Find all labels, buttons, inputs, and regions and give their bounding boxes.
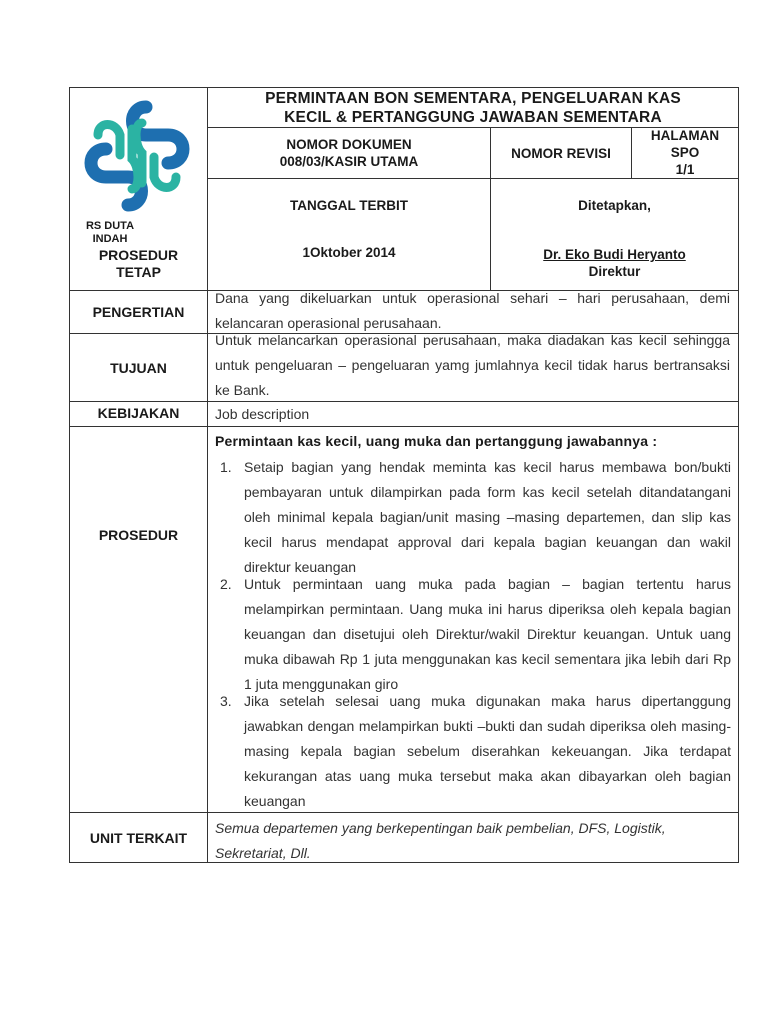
nomor-revisi-cell — [491, 128, 631, 178]
ditetapkan-label: Ditetapkan, — [578, 198, 651, 213]
halaman-value: 1/1 — [675, 162, 695, 177]
tujuan-label — [70, 334, 207, 401]
doc-type-line2: TETAP — [116, 264, 161, 280]
unit-terkait-text: Semua departemen yang berkepentingan baik pembelian, DFS, Logistik, Sekretariat, Dll. — [215, 820, 666, 861]
title-line2: KECIL & PERTANGGUNG JAWABAN SEMENTARA — [284, 108, 662, 126]
hospital-logo-icon — [76, 95, 198, 217]
doc-type — [70, 244, 207, 284]
halaman-spo: SPO — [670, 145, 700, 160]
pengertian-text: Dana yang dikeluarkan untuk operasional sehari – hari perusahaan, demi kelancaran operasional perusahaan. — [215, 290, 730, 331]
nomor-dokumen-label: NOMOR DOKUMEN — [286, 137, 412, 152]
nomor-dokumen-cell — [208, 128, 490, 178]
step-number: 2. — [220, 576, 232, 592]
pengertian-label — [70, 291, 207, 333]
tanggal-value: 1Oktober 2014 — [302, 245, 396, 260]
prosedur-step — [220, 572, 731, 697]
step-number: 3. — [220, 693, 232, 709]
prosedur-label-text: PROSEDUR — [98, 526, 179, 543]
doc-type-line1: PROSEDUR — [98, 247, 179, 263]
title-line1: PERMINTAAN BON SEMENTARA, PENGELUARAN KAS — [265, 89, 681, 107]
step-text: Setaip bagian yang hendak meminta kas kecil harus membawa bon/bukti pembayaran untuk dilampirkan pada form kas kecil setelah ditandatangani oleh minimal kepala bagian/unit masing –masing departemen, dan slip kas kecil harus mendapat approval dari kepala bagian keuangan dan wakil direktur keuangan — [244, 459, 731, 575]
kebijakan-label — [70, 402, 207, 424]
unit-terkait-label — [70, 813, 207, 862]
nomor-dokumen-value: 008/03/KASIR UTAMA — [279, 154, 419, 169]
nomor-revisi-label: NOMOR REVISI — [511, 145, 611, 161]
prosedur-heading: Permintaan kas kecil, uang muka dan pertanggung jawabannya : — [215, 433, 658, 449]
hospital-name — [74, 220, 146, 242]
step-number: 1. — [220, 459, 232, 475]
tujuan-text: Untuk melancarkan operasional perusahaan, maka diadakan kas kecil sehingga untuk pengeluaran – pengeluaran yamg jumlahnya kecil tidak harus bertransaksi ke Bank. — [215, 332, 730, 398]
step-text: Jika setelah selesai uang muka digunakan maka harus dipertanggung jawabkan dengan melampirkan bukti –bukti dan sudah diperiksa oleh masing-masing kepala bagian sebelum diserahkan kekeuangan. Jika terdapat kekurangan atas uang muka tersebut maka akan dibayarkan oleh bagian keuangan — [244, 693, 731, 809]
tujuan-label-text: TUJUAN — [110, 359, 167, 376]
document-title — [208, 88, 738, 127]
prosedur-step — [220, 455, 731, 580]
tanggal-label: TANGGAL TERBIT — [290, 198, 408, 213]
prosedur-label — [70, 427, 207, 642]
step-text: Untuk permintaan uang muka pada bagian – bagian tertentu harus melampirkan permintaan. Uang muka ini harus diperiksa oleh kepala bagian keuangan dan disetujui oleh Direktur/wakil Direktur keuangan. Untuk uang muka dibawah Rp 1 juta menggunakan kas kecil sementara jika lebih dari Rp 1 juta menggunakan giro — [244, 576, 731, 692]
pengertian-label-text: PENGERTIAN — [92, 304, 185, 320]
unit-terkait-label-text: UNIT TERKAIT — [89, 829, 188, 846]
kebijakan-text: Job description — [215, 406, 310, 422]
prosedur-step — [220, 689, 731, 814]
halaman-cell — [632, 127, 738, 178]
signer-name: Dr. Eko Budi Heryanto — [543, 247, 686, 262]
kebijakan-label-text: KEBIJAKAN — [97, 405, 180, 421]
signer-title: Direktur — [588, 264, 641, 279]
hospital-name-line1: RS DUTA — [85, 220, 135, 232]
hospital-name-line2: INDAH — [92, 233, 128, 242]
halaman-label: HALAMAN — [650, 128, 720, 143]
